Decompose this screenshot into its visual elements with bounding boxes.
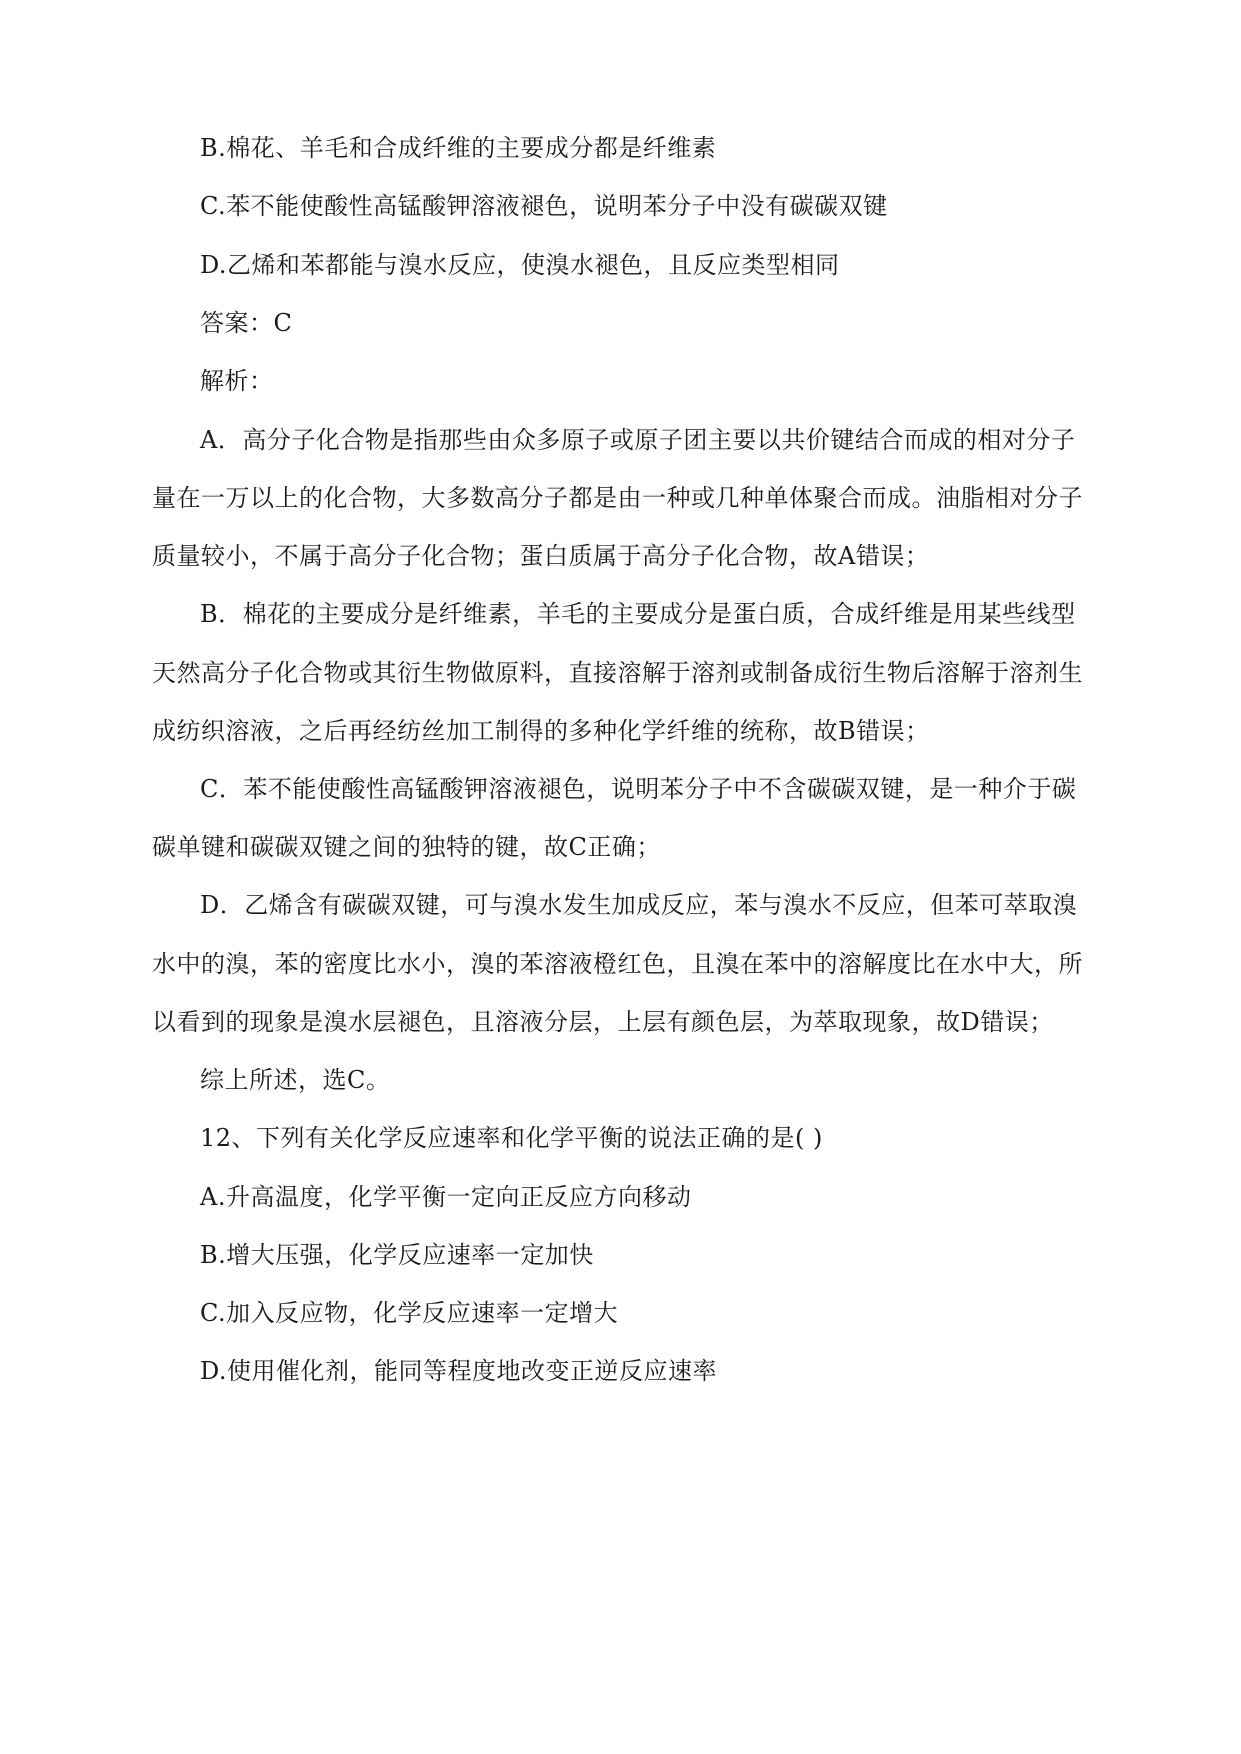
analysis-b-line-1: B．棉花的主要成分是纤维素，羊毛的主要成分是蛋白质，合成纤维是用某些线型 (200, 600, 1076, 628)
analysis-b-line-2: 天然高分子化合物或其衍生物做原料，直接溶解于溶剂或制备成衍生物后溶解于溶剂生 (152, 659, 1083, 687)
question-12-option-b: B.增大压强，化学反应速率一定加快 (200, 1241, 594, 1269)
question-12-stem: 12、下列有关化学反应速率和化学平衡的说法正确的是( ) (200, 1124, 823, 1152)
option-b-line: B.棉花、羊毛和合成纤维的主要成分都是纤维素 (200, 134, 717, 162)
analysis-d-line-3: 以看到的现象是溴水层褪色，且溶液分层，上层有颜色层，为萃取现象，故D错误； (152, 1008, 1054, 1036)
analysis-d-line-2: 水中的溴，苯的密度比水小，溴的苯溶液橙红色，且溴在苯中的溶解度比在水中大，所 (152, 950, 1083, 978)
question-12-option-c: C.加入反应物，化学反应速率一定增大 (200, 1299, 619, 1327)
analysis-a-line-2: 量在一万以上的化合物，大多数高分子都是由一种或几种单体聚合而成。油脂相对分子 (152, 484, 1083, 512)
question-12-option-d: D.使用催化剂，能同等程度地改变正逆反应速率 (200, 1357, 718, 1385)
summary-line: 综上所述，选C。 (200, 1066, 391, 1094)
analysis-a-line-1: A．高分子化合物是指那些由众多原子或原子团主要以共价键结合而成的相对分子 (200, 426, 1076, 454)
analysis-b-line-3: 成纺织溶液，之后再经纺丝加工制得的多种化学纤维的统称，故B错误； (152, 717, 930, 745)
analysis-d-line-1: D．乙烯含有碳碳双键，可与溴水发生加成反应，苯与溴水不反应，但苯可萃取溴 (200, 891, 1078, 919)
analysis-c-line-2: 碳单键和碳碳双键之间的独特的键，故C正确； (152, 833, 661, 861)
question-12-option-a: A.升高温度，化学平衡一定向正反应方向移动 (200, 1183, 692, 1211)
analysis-heading: 解析： (200, 367, 274, 395)
option-d-line: D.乙烯和苯都能与溴水反应，使溴水褪色，且反应类型相同 (200, 251, 840, 279)
option-c-line: C.苯不能使酸性高锰酸钾溶液褪色，说明苯分子中没有碳碳双键 (200, 192, 888, 220)
analysis-c-line-1: C．苯不能使酸性高锰酸钾溶液褪色，说明苯分子中不含碳碳双键，是一种介于碳 (200, 775, 1077, 803)
answer-line: 答案：C (200, 309, 293, 337)
analysis-a-line-3: 质量较小，不属于高分子化合物；蛋白质属于高分子化合物，故A错误； (152, 542, 930, 570)
